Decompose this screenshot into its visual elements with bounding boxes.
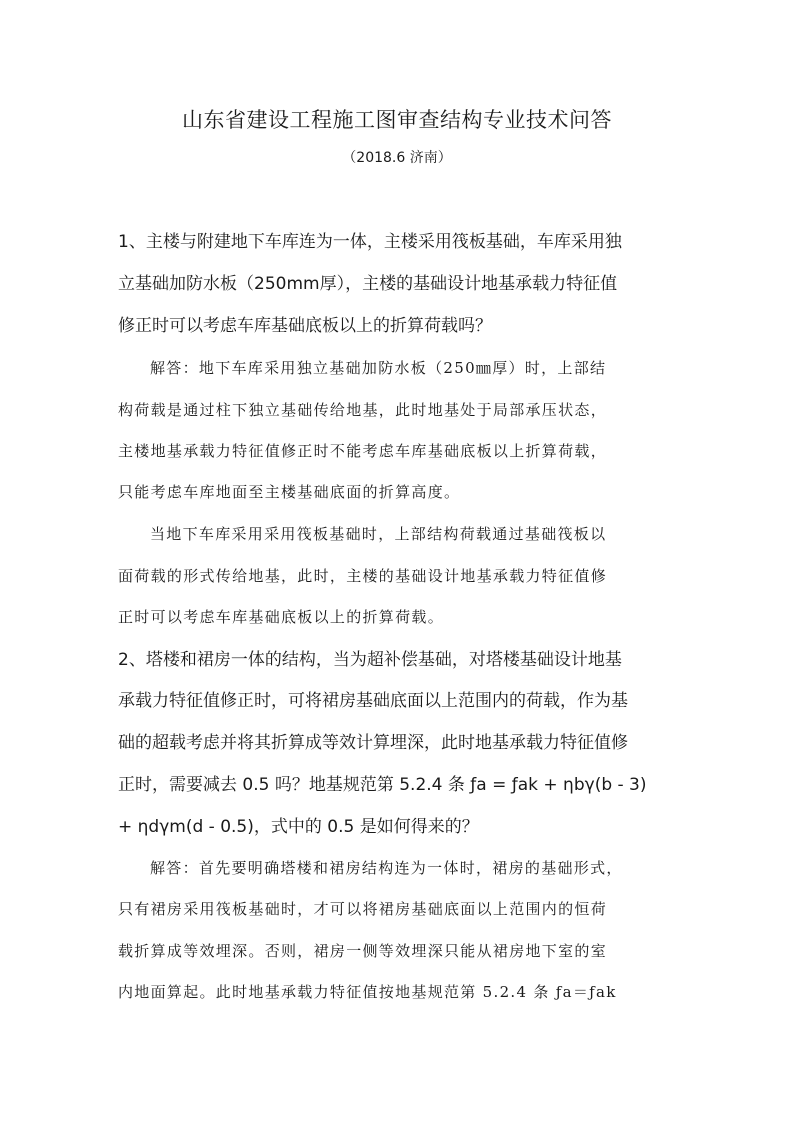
- answer-1-line: 当地下车库采用采用筏板基础时，上部结构荷载通过基础筏板以: [150, 525, 607, 543]
- answer-1-line: 正时可以考虑车库基础底板以上的折算荷载。: [118, 608, 445, 626]
- question-2-line: 正时，需要减去 0.5 吗？地基规范第 5.2.4 条 ƒa = ƒak + ηbγ(b - 3): [118, 775, 647, 795]
- answer-1-line: 主楼地基承载力特征值修正时不能考虑车库基础底板以上折算荷载，: [118, 442, 608, 460]
- document-title: 山东省建设工程施工图审查结构专业技术问答: [182, 108, 612, 132]
- answer-1-line: 解答：地下车库采用独立基础加防水板（250㎜厚）时，上部结: [150, 359, 607, 377]
- document-subtitle: （2018.6 济南）: [342, 150, 452, 166]
- question-2-line: 2、塔楼和裙房一体的结构，当为超补偿基础，对塔楼基础设计地基: [118, 650, 622, 670]
- answer-1-line: 构荷载是通过柱下独立基础传给地基，此时地基处于局部承压状态，: [118, 401, 608, 419]
- question-1-line: 修正时可以考虑车库基础底板以上的折算荷载吗？: [118, 316, 492, 336]
- answer-2-line: 内地面算起。此时地基承载力特征值按地基规范第 5.2.4 条 ƒa＝ƒak: [118, 983, 617, 1001]
- answer-1-line: 只能考虑车库地面至主楼基础底面的折算高度。: [118, 483, 461, 501]
- answer-2-line: 载折算成等效埋深。否则，裙房一侧等效埋深只能从裙房地下室的室: [118, 942, 608, 960]
- answer-2-line: 只有裙房采用筏板基础时，才可以将裙房基础底面以上范围内的恒荷: [118, 900, 608, 918]
- question-2-line: + ηdγm(d - 0.5)，式中的 0.5 是如何得来的？: [118, 817, 479, 837]
- question-1-line: 1、主楼与附建地下车库连为一体，主楼采用筏板基础，车库采用独: [118, 232, 622, 252]
- question-1-line: 立基础加防水板（250mm厚），主楼的基础设计地基承载力特征值: [118, 274, 618, 294]
- answer-2-line: 解答：首先要明确塔楼和裙房结构连为一体时，裙房的基础形式，: [150, 859, 623, 877]
- question-2-line: 础的超载考虑并将其折算成等效计算埋深，此时地基承载力特征值修: [118, 733, 628, 753]
- question-2-line: 承载力特征值修正时，可将裙房基础底面以上范围内的荷载，作为基: [118, 691, 628, 711]
- answer-1-line: 面荷载的形式传给地基，此时，主楼的基础设计地基承载力特征值修: [118, 567, 608, 585]
